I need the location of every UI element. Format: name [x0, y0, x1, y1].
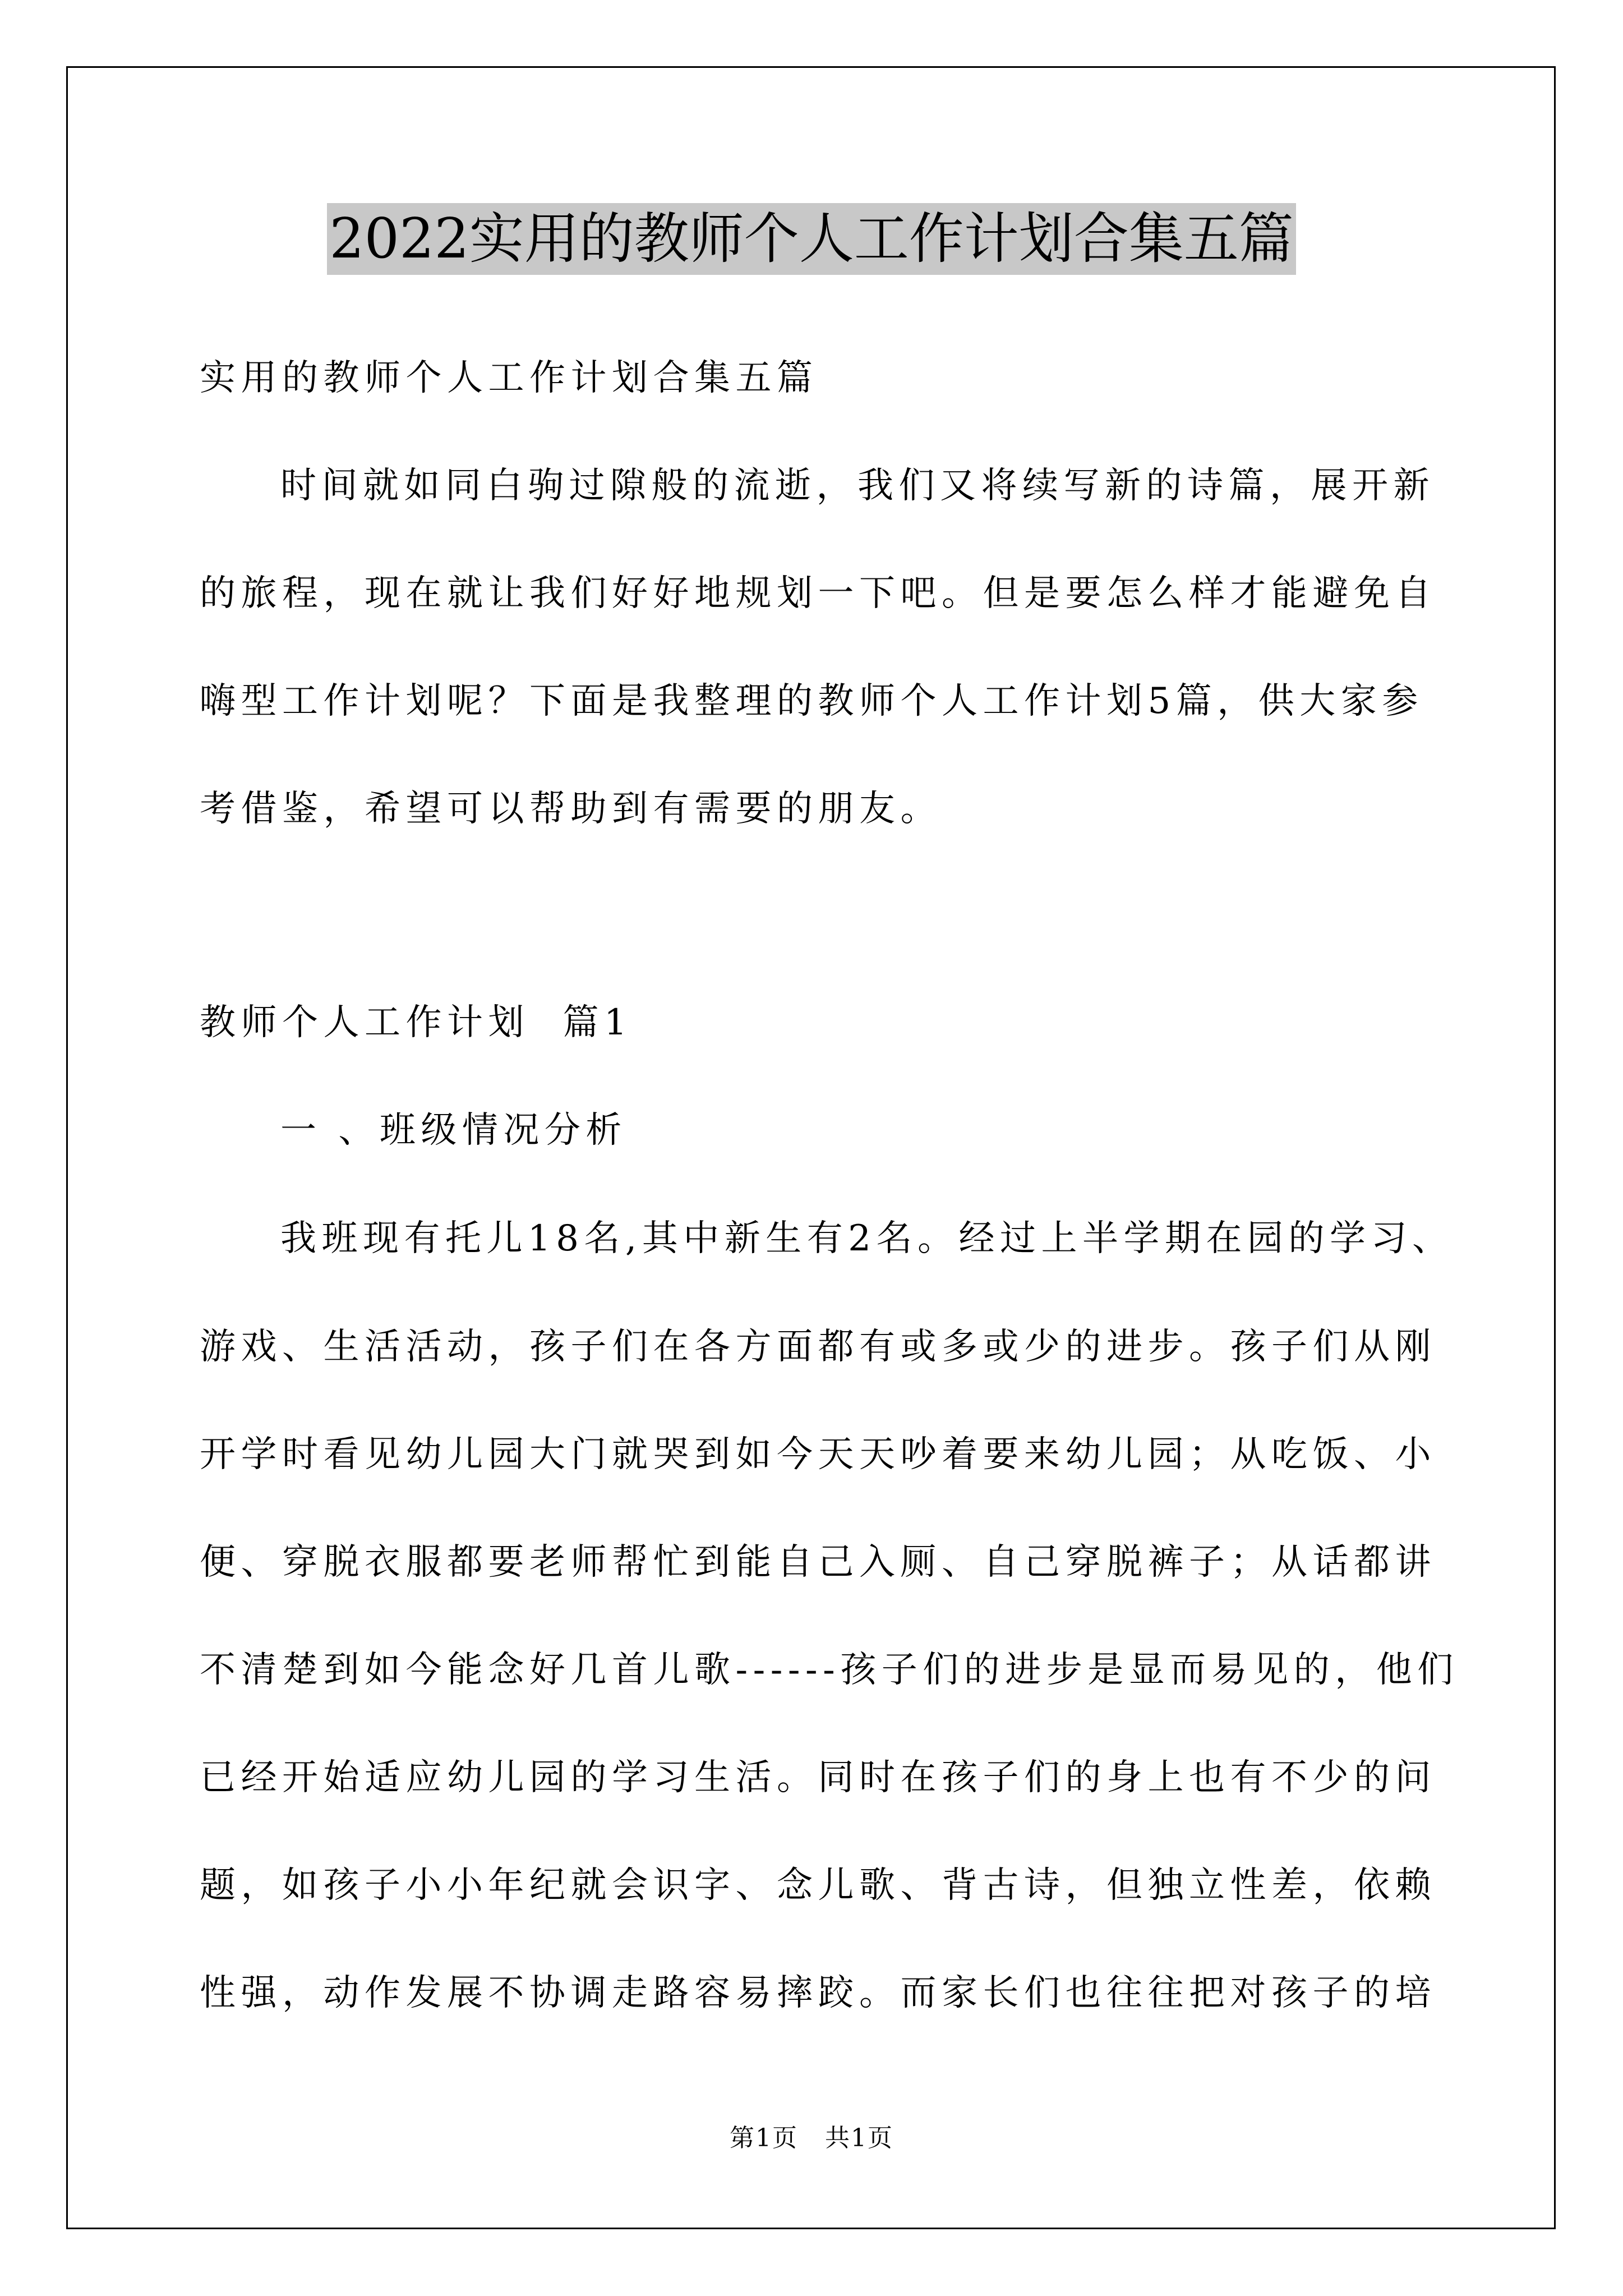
subheading: 一 、班级情况分析 — [280, 1110, 627, 1151]
page-footer: 第1页 共1页 — [730, 2124, 893, 2152]
body-line-8: 性强，动作发展不协调走路容易摔跤。而家长们也往往把对孩子的培 — [200, 1972, 1436, 2014]
intro-line-1: 时间就如同白驹过隙般的流逝，我们又将续写新的诗篇，展开新 — [280, 465, 1435, 507]
body-line-3: 开学时看见幼儿园大门就哭到如今天天吵着要来幼儿园；从吃饭、小 — [200, 1434, 1436, 1475]
document-title: 2022实用的教师个人工作计划合集五篇 — [327, 203, 1295, 275]
body-line-4: 便、穿脱衣服都要老师帮忙到能自己入厕、自己穿脱裤子；从话都讲 — [200, 1542, 1436, 1583]
document-subtitle: 实用的教师个人工作计划合集五篇 — [200, 357, 818, 399]
title-container — [0, 203, 1623, 275]
body-line-2: 游戏、生活活动，孩子们在各方面都有或多或少的进步。孩子们从刚 — [200, 1326, 1436, 1368]
intro-line-4: 考借鉴，希望可以帮助到有需要的朋友。 — [200, 788, 942, 830]
intro-line-3: 嗨型工作计划呢？下面是我整理的教师个人工作计划5篇，供大家参 — [200, 680, 1423, 722]
body-line-1: 我班现有托儿18名,其中新生有2名。经过上半学期在园的学习、 — [280, 1218, 1454, 1259]
intro-line-2: 的旅程，现在就让我们好好地规划一下吧。但是要怎么样才能避免自 — [200, 573, 1436, 614]
body-line-6: 已经开始适应幼儿园的学习生活。同时在孩子们的身上也有不少的问 — [200, 1757, 1436, 1798]
body-line-7: 题，如孩子小小年纪就会识字、念儿歌、背古诗，但独立性差，依赖 — [200, 1865, 1436, 1906]
section-heading: 教师个人工作计划 篇1 — [200, 1002, 633, 1043]
body-line-5: 不清楚到如今能念好几首儿歌------孩子们的进步是显而易见的，他们 — [200, 1649, 1459, 1691]
